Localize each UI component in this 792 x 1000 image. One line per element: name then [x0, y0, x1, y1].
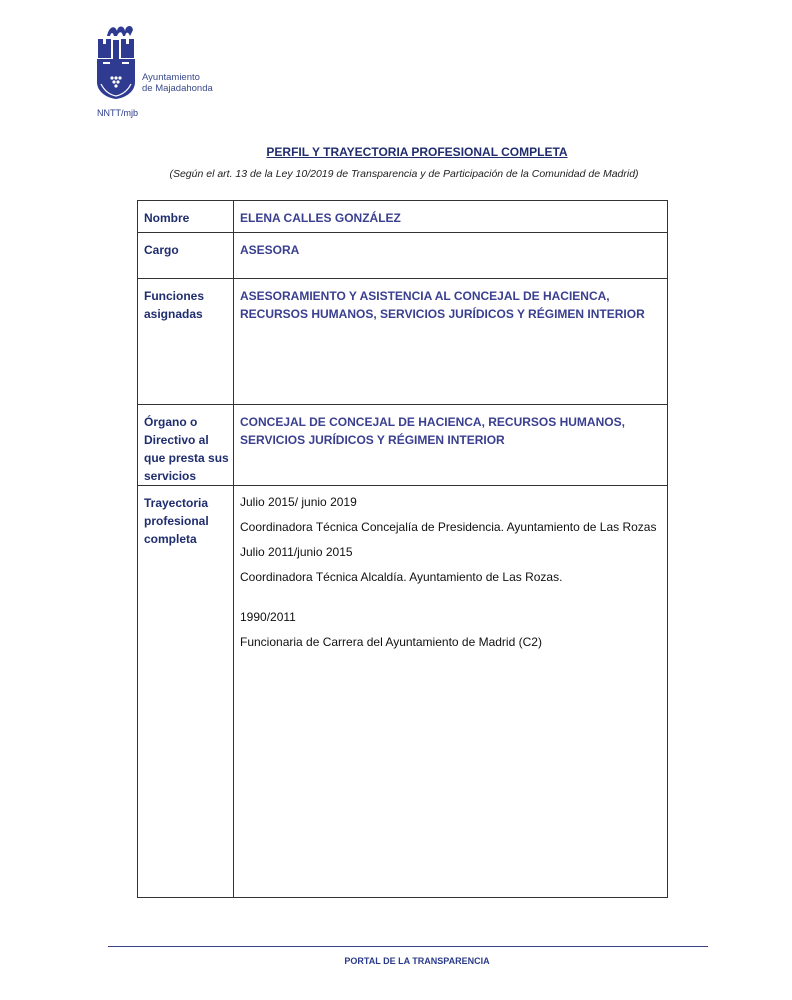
- document-subtitle: (Según el art. 13 de la Ley 10/2019 de Transparencia y de Participación de la Comunidad de Madrid): [169, 168, 639, 180]
- trayectoria-list: [234, 486, 668, 898]
- trayectoria-position: Coordinadora Técnica Concejalía de Presidencia. Ayuntamiento de Las Rozas: [240, 520, 657, 534]
- row-nombre: [138, 201, 668, 233]
- municipal-logo: [95, 22, 225, 100]
- trayectoria-period: Julio 2011/junio 2015: [240, 545, 353, 559]
- trayectoria-period: 1990/2011: [240, 610, 296, 624]
- footer-text: PORTAL DE LA TRANSPARENCIA: [344, 956, 490, 966]
- row-organo: [138, 405, 668, 486]
- nombre-value: ELENA CALLES GONZÁLEZ: [234, 201, 668, 233]
- trayectoria-label: Trayectoria profesional completa: [138, 486, 234, 898]
- row-funciones: [138, 279, 668, 405]
- nombre-label: Nombre: [138, 201, 234, 233]
- funciones-value: ASESORAMIENTO Y ASISTENCIA AL CONCEJAL DE HACIENCA, RECURSOS HUMANOS, SERVICIOS JURÍDICOS Y RÉGIMEN INTERIOR: [234, 279, 668, 405]
- logo-line-1: Ayuntamiento: [142, 72, 200, 83]
- coat-of-arms-icon: [95, 22, 137, 100]
- trayectoria-position: Coordinadora Técnica Alcaldía. Ayuntamiento de Las Rozas.: [240, 570, 563, 584]
- logo-line-2: de Majadahonda: [142, 83, 213, 94]
- logo-text: [142, 72, 213, 94]
- document-title: PERFIL Y TRAYECTORIA PROFESIONAL COMPLETA: [266, 145, 568, 159]
- trayectoria-period: Julio 2015/ junio 2019: [240, 495, 357, 509]
- row-trayectoria: [138, 486, 668, 898]
- profile-table: [137, 200, 668, 898]
- footer-divider: [108, 946, 708, 947]
- cargo-label: Cargo: [138, 233, 234, 279]
- organo-value: CONCEJAL DE CONCEJAL DE HACIENCA, RECURSOS HUMANOS, SERVICIOS JURÍDICOS Y RÉGIMEN INTERIOR: [234, 405, 668, 486]
- organo-label: Órgano o Directivo al que presta sus servicios: [138, 405, 234, 486]
- cargo-value: ASESORA: [234, 233, 668, 279]
- trayectoria-position: Funcionaria de Carrera del Ayuntamiento de Madrid (C2): [240, 635, 542, 649]
- row-cargo: [138, 233, 668, 279]
- document-reference: NNTT/mjb: [97, 108, 138, 118]
- funciones-label: Funciones asignadas: [138, 279, 234, 405]
